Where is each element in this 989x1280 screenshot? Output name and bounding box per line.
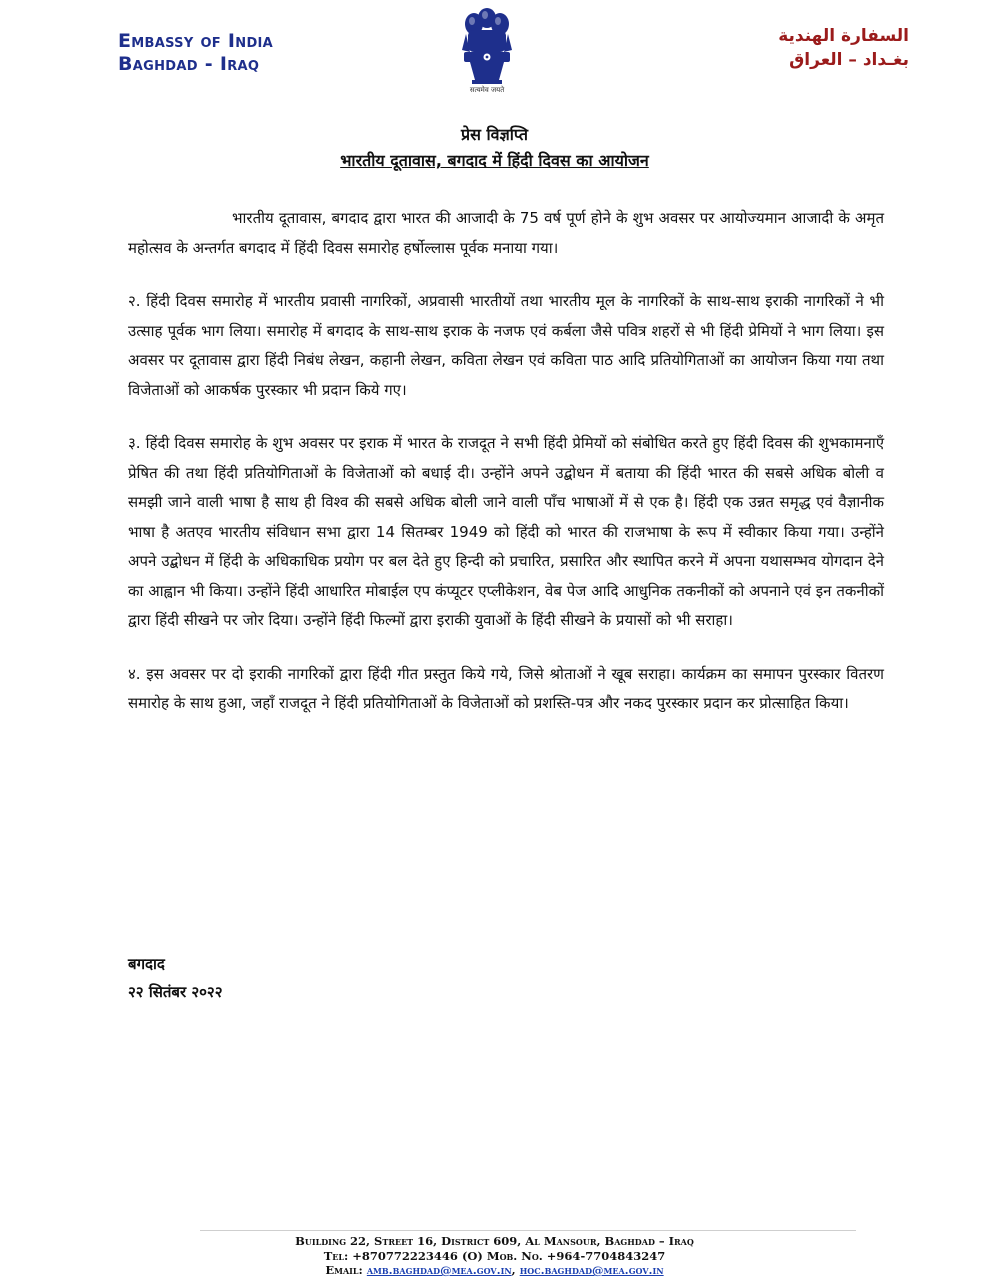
emblem-motto: सत्यमेव जयते: [469, 86, 505, 94]
footer-phones: Tel: +870772223446 (O) Mob. No. +964-7704843247: [323, 1248, 666, 1263]
footer-email-separator: ,: [511, 1263, 520, 1277]
arabic-embassy-name: السفارة الهندية: [778, 26, 909, 46]
paragraph-2: २. हिंदी दिवस समारोह में भारतीय प्रवासी नागरिकों, अप्रवासी भारतीयों तथा भारतीय मूल के नागरिकों के साथ-साथ इराकी नागरिकों ने भी उत्साह पूर्वक भाग लिया। समारोह में बगदाद के साथ-साथ इराक के नजफ एवं कर्बला जैसे पवित्र शहरों से भी हिंदी प्रेमियों ने भाग लिया। इस अवसर पर दूतावास द्वारा हिंदी निबंध लेखन, कहानी लेखन, कविता लेखन एवं कविता पाठ आदि प्रतियोगिताओं का आयोजन किया गया तथा विजेताओं को आकर्षक पुरस्कार भी प्रदान किये गए।: [128, 292, 884, 399]
embassy-city-line: Baghdad - Iraq: [118, 53, 260, 75]
document-body: [128, 204, 884, 743]
footer-email-label: Email:: [325, 1263, 367, 1277]
letterhead-arabic: [778, 24, 909, 72]
national-emblem-icon: [452, 4, 522, 96]
footer: [0, 1234, 989, 1278]
email-link-ambassador[interactable]: amb.baghdad@mea.gov.in: [366, 1263, 512, 1277]
arabic-city-name: بغـداد – العراق: [789, 50, 909, 70]
email-link-hoc[interactable]: hoc.baghdad@mea.gov.in: [519, 1263, 664, 1277]
paragraph-4: ४. इस अवसर पर दो इराकी नागरिकों द्वारा हिंदी गीत प्रस्तुत किये गये, जिसे श्रोताओं ने खूब सराहा। कार्यक्रम का समापन पुरस्कार वितरण समारोह के साथ हुआ, जहाँ राजदूत ने हिंदी प्रतियोगिताओं के विजेताओं को प्रशस्ति-पत्र और नकद पुरस्कार प्रदान कर प्रोत्साहित किया।: [128, 664, 884, 712]
letterhead-embassy-name: [118, 30, 273, 76]
embassy-name-line: Embassy of India: [118, 30, 274, 52]
signoff-date: २२ सितंबर २०२२: [128, 983, 223, 1001]
footer-email-line: [0, 1263, 989, 1278]
document-type: प्रेस विज्ञप्ति: [461, 125, 528, 144]
signoff-place: बगदाद: [128, 955, 165, 973]
paragraph-3: ३. हिंदी दिवस समारोह के शुभ अवसर पर इराक में भारत के राजदूत ने सभी हिंदी प्रेमियों को संबोधित करते हुए हिंदी दिवस की शुभकामनाएँ प्रेषित की तथा हिंदी प्रतियोगिताओं के विजेताओं को बधाई दी। उन्होंने अपने उद्बोधन में बताया की हिंदी भारत की सबसे अधिक बोली व समझी जाने वाली भाषा है साथ ही विश्व की सबसे अधिक बोली जाने वाली पाँच भाषाओं में से एक है। हिंदी एक उन्नत समृद्ध एवं वैज्ञानीक भाषा है अतएव भारतीय संविधान सभा द्वारा 14 सितम्बर 1949 को हिंदी को भारत की राजभाषा के रूप में स्वीकार किया गया। उन्होंने अपने उद्बोधन में हिंदी के अधिकाधिक प्रयोग पर बल देते हुए हिन्दी को प्रचारित, प्रसारित और स्थापित करने में अपना यथासम्भव योगदान देने का आह्वान भी किया। उन्होंने हिंदी आधारित मोबाईल एप कंप्यूटर एप्लीकेशन, वेब पेज आदि आधुनिक तकनीकों को अपनाने एवं इन तकनीकों द्वारा हिंदी सीखने पर जोर दिया। उन्होंने हिंदी फिल्मों द्वारा इराकी युवाओं के हिंदी सीखने के प्रयासों को भी सराहा।: [128, 434, 884, 629]
footer-address: Building 22, Street 16, District 609, Al Mansour, Baghdad – Iraq: [295, 1234, 694, 1248]
document-title: भारतीय दूतावास, बगदाद में हिंदी दिवस का आयोजन: [340, 151, 649, 170]
paragraph-1: भारतीय दूतावास, बगदाद द्वारा भारत की आजादी के 75 वर्ष पूर्ण होने के शुभ अवसर पर आयोज्यमान आजादी के अमृत महोत्सव के अन्तर्गत बगदाद में हिंदी दिवस समारोह हर्षोल्लास पूर्वक मनाया गया।: [128, 209, 884, 257]
footer-divider: [200, 1230, 856, 1231]
signoff: [128, 950, 223, 1006]
document-heading: [0, 122, 989, 174]
